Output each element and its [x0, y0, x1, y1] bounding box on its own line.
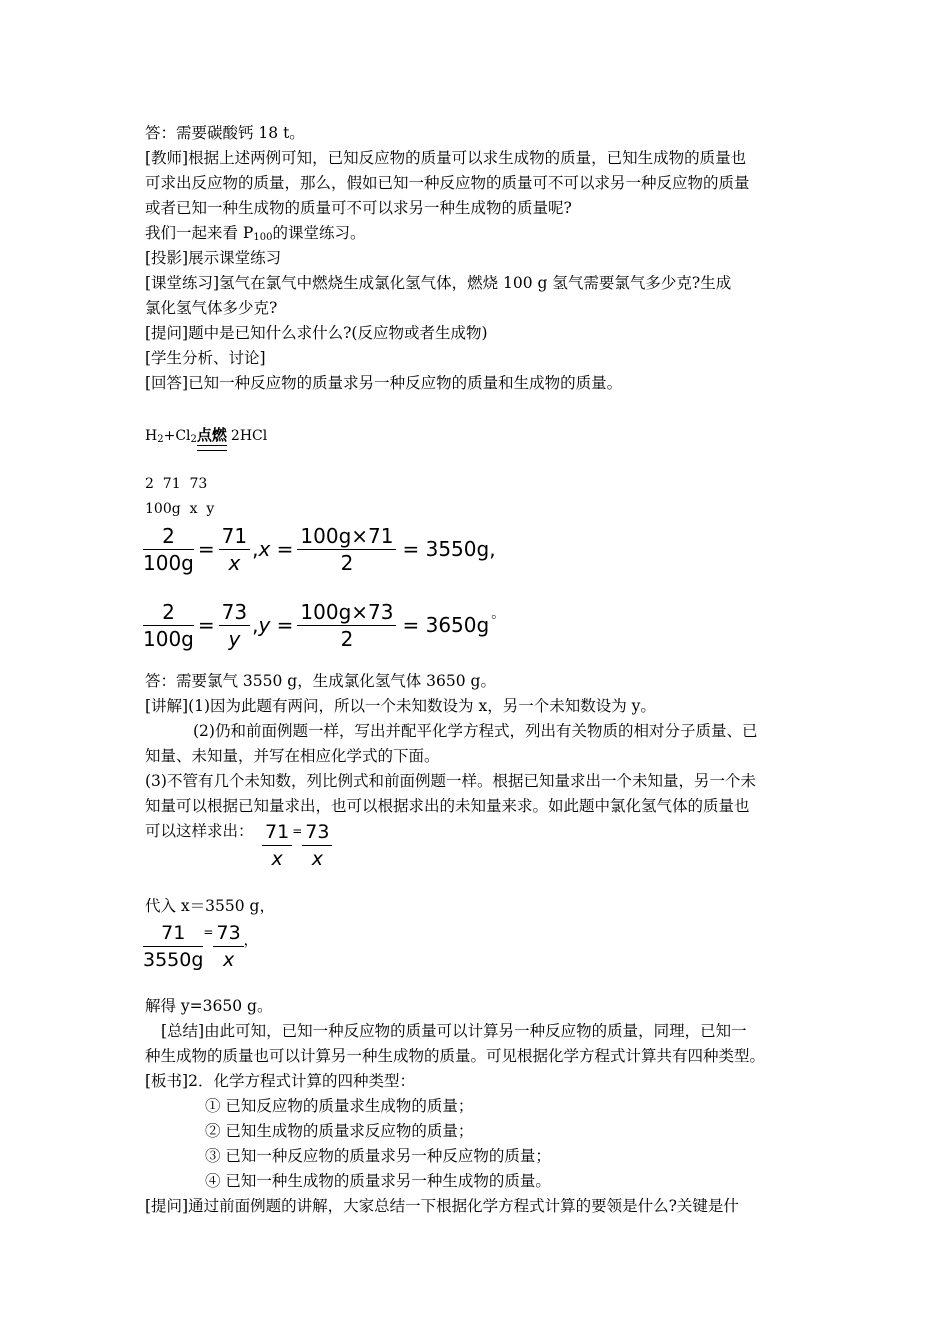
explain-5: 知量可以根据已知量求出，也可以根据求出的未知量来求。如此题中氯化氢气体的质量也 — [145, 797, 750, 815]
answer-2: 答：需要氯气 3550 g，生成氯化氢气体 3650 g。 — [145, 672, 496, 690]
projection-line: [投影]展示课堂练习 — [145, 249, 282, 267]
chemical-equation: $H_2+Cl_2$点燃 2HCl — [145, 426, 268, 445]
equation-y: $\frac{2}{100g}$ = $\frac{73}{y}$ , y = $\frac{100g\times 73}{2}$ = 3650g 。 — [143, 599, 506, 651]
equation-x: $\frac{2}{100g}$ = $\frac{71}{x}$ , x = $\frac{100g\times 71}{2}$ = 3550g, — [143, 523, 496, 575]
final-question: [提问]通过前面例题的讲解，大家总结一下根据化学方程式计算的要领是什么?关键是什 — [145, 1197, 739, 1215]
ratio-substituted: $\frac{71}{3550g}$ = $\frac{73}{x}$ ， — [143, 921, 258, 971]
exercise-line-1: [课堂练习]氢气在氯气中燃烧生成氯化氢气体，燃烧 100 g 氢气需要氯气多少克?生成 — [145, 274, 732, 292]
known-unknown-line: 100g x y — [145, 501, 215, 517]
answer-line: 答：需要碳酸钙 18 t。 — [145, 124, 305, 142]
type-item-2: ② 已知生成物的质量求反应物的质量； — [205, 1122, 474, 1140]
discussion-line: [学生分析、讨论] — [145, 349, 266, 367]
reply-line: [回答]已知一种反应物的质量求另一种反应物的质量和生成物的质量。 — [145, 374, 623, 392]
mass-ratio-line: 2 71 73 — [145, 476, 208, 492]
explain-4: (3)不管有几个未知数，列比例式和前面例题一样。根据已知量求出一个未知量，另一个未 — [145, 772, 756, 790]
ignite-condition: 点燃 — [196, 426, 227, 444]
type-item-4: ④ 已知一种生成物的质量求另一种生成物的质量。 — [205, 1172, 551, 1190]
type-item-3: ③ 已知一种反应物的质量求另一种反应物的质量； — [205, 1147, 551, 1165]
exercise-line-2: 氯化氢气体多少克? — [145, 299, 278, 317]
teacher-line-2: 可求出反应物的质量，那么，假如已知一种反应物的质量可不可以求另一种反应物的质量 — [145, 174, 750, 192]
summary-2: 种生成物的质量也可以计算另一种生成物的质量。可见根据化学方程式计算共有四种类型。 — [145, 1047, 766, 1065]
explain-1: [讲解](1)因为此题有两问，所以一个未知数设为 x，另一个未知数设为 y。 — [145, 697, 656, 715]
solution-line: 解得 y=3650 g。 — [145, 997, 273, 1015]
explain-2: (2)仍和前面例题一样，写出并配平化学方程式，列出有关物质的相对分子质量、已 — [193, 722, 758, 740]
summary-1: [总结]由此可知，已知一种反应物的质量可以计算另一种反应物的质量，同理，已知一 — [161, 1022, 747, 1040]
substitute-line: 代入 x＝3550 g， — [145, 897, 275, 915]
question-line: [提问]题中是已知什么求什么?(反应物或者生成物) — [145, 324, 488, 342]
explain-3: 知量、未知量，并写在相应化学式的下面。 — [145, 747, 440, 765]
board-heading: [板书]2．化学方程式计算的四种类型： — [145, 1072, 415, 1090]
ratio-71-73: $\frac{71}{x}$ = $\frac{73}{x}$ — [262, 814, 332, 876]
teacher-line-1: [教师]根据上述两例可知，已知反应物的质量可以求生成物的质量，已知生成物的质量也 — [145, 149, 747, 167]
explain-6: 可以这样求出： — [145, 822, 254, 840]
teacher-line-3: 或者已知一种生成物的质量可不可以求另一种生成物的质量呢? — [145, 199, 572, 217]
type-item-1: ① 已知反应物的质量求生成物的质量； — [205, 1097, 474, 1115]
page-ref-line: 我们一起来看 $P_{100}$的课堂练习。 — [145, 224, 366, 243]
